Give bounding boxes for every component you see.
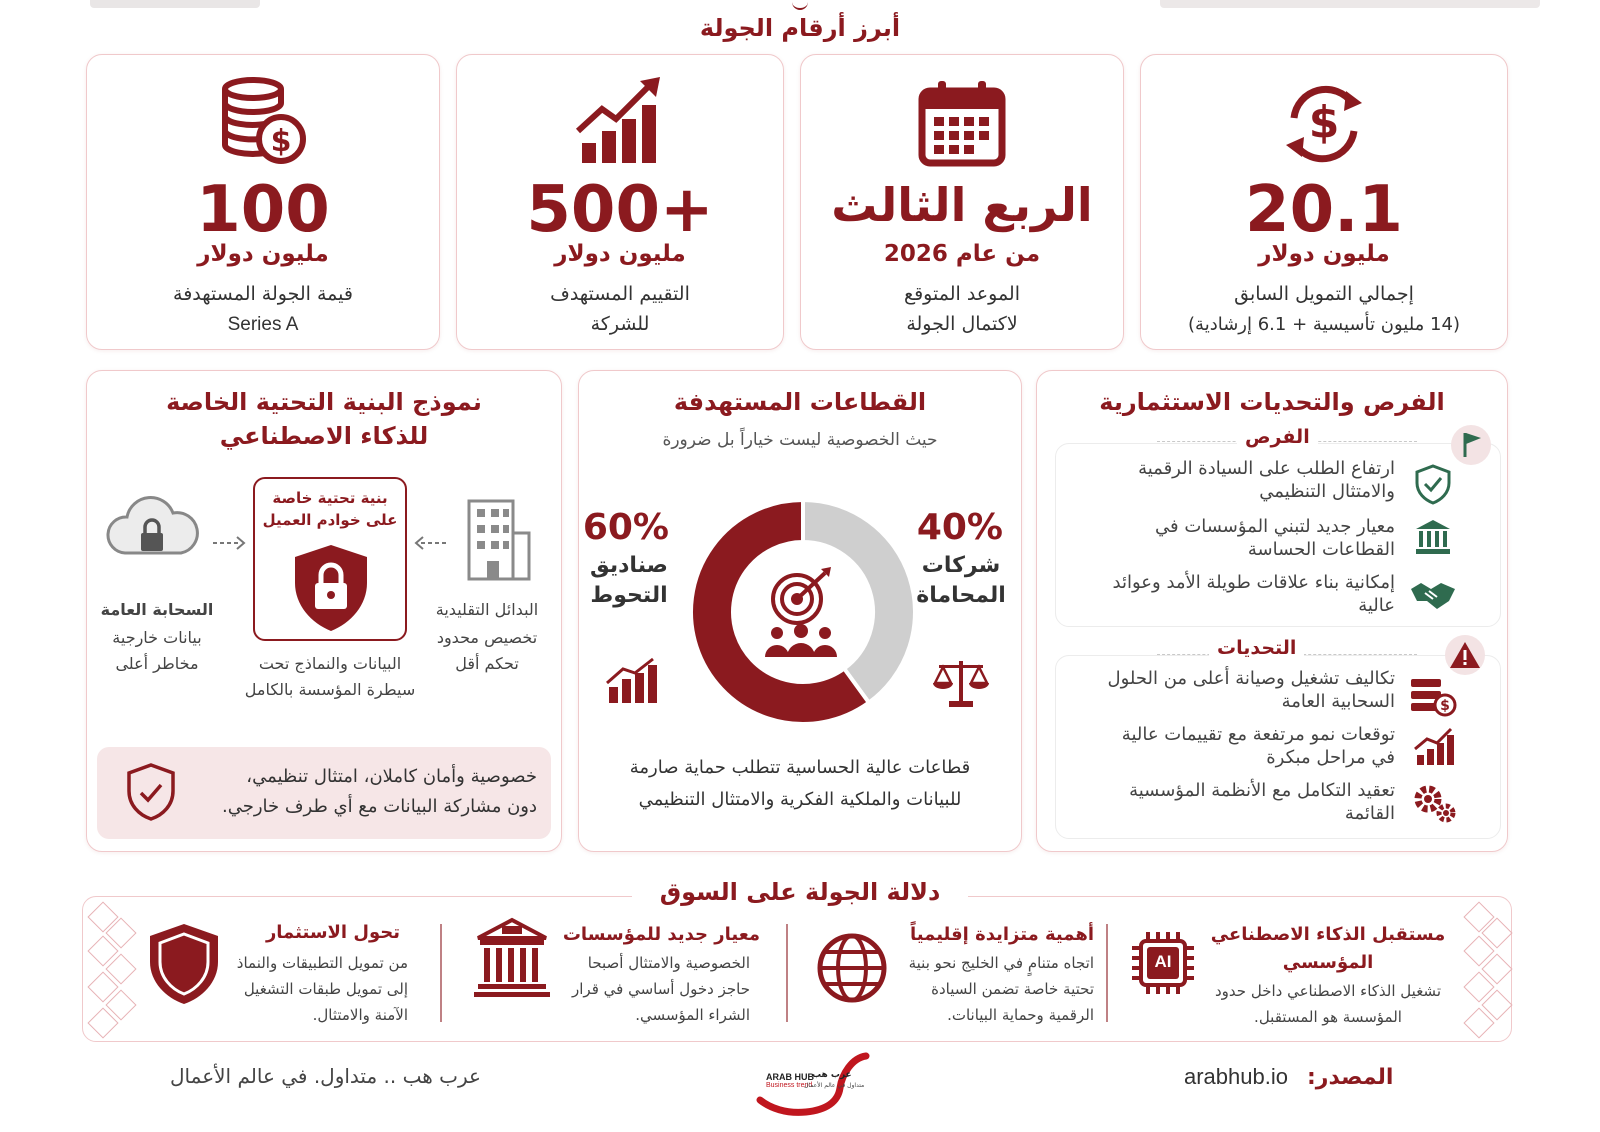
- gears-icon: [1411, 781, 1459, 829]
- svg-text:$: $: [270, 124, 292, 159]
- traditional-line2: تحكم أقل: [455, 654, 519, 673]
- stat-card-expected-date: [800, 54, 1124, 350]
- privacy-line2: دون مشاركة البيانات مع أي طرف خارجي.: [221, 796, 537, 817]
- privacy-line1: خصوصية وأمان كاملان، امتثال تنظيمي،: [246, 766, 537, 787]
- logo-text-en: ARAB HUB: [766, 1072, 814, 1082]
- stat-desc-line2: (14 مليون تأسيسية + 6.1 إرشادية): [1188, 314, 1460, 335]
- impact-item-title: أهمية متزايدة إقليمياً: [910, 924, 1094, 945]
- opportunities-panel: [1036, 370, 1508, 852]
- impact-item-body-line1: تشغيل الذكاء الاصطناعي داخل حدود: [1215, 982, 1441, 1000]
- opportunities-title: الفرص والتحديات الاستثمارية: [1099, 388, 1445, 416]
- stat-unit: من عام 2026: [883, 241, 1041, 267]
- hedge-funds-label-line2: التحوط: [590, 583, 668, 608]
- private-line1: البيانات والنماذج تحت: [258, 654, 402, 673]
- private-line2: سيطرة المؤسسة بالكامل: [244, 680, 416, 699]
- title-ornament-icon: [792, 0, 808, 10]
- decor-pattern-right: [1460, 900, 1510, 1040]
- ai-chip-icon: [1128, 928, 1198, 1002]
- infra-title-line2: للذكاء الاصطناعي: [219, 422, 429, 450]
- sectors-footer-line1: قطاعات عالية الحساسية تتطلب حماية صارمة: [629, 757, 971, 778]
- arab-hub-logo: [756, 1052, 876, 1118]
- handshake-icon: [1409, 575, 1457, 619]
- institution-icon: [474, 916, 550, 1004]
- cloud-lock-icon: [101, 489, 205, 573]
- stat-desc-line2: للشركة: [590, 313, 650, 335]
- impact-item-title: تحول الاستثمار: [265, 922, 400, 943]
- divider: [1106, 924, 1108, 1022]
- stat-desc-line2: Series A: [227, 314, 299, 335]
- target-people-icon: [755, 567, 847, 665]
- traditional-title: البدائل التقليدية: [435, 600, 539, 619]
- footer-tagline: عرب هب .. متداول. في عالم الأعمال: [170, 1064, 481, 1088]
- market-impact-title: دلالة الجولة على السوق: [632, 878, 968, 906]
- cloud-line2: مخاطر أعلى: [115, 654, 199, 673]
- office-building-icon: [457, 495, 533, 585]
- law-firms-label-line2: المحاماة: [916, 583, 1006, 608]
- calendar-icon: [801, 73, 1123, 173]
- impact-item-body-line2: المؤسسة هو المستقبل.: [1254, 1008, 1402, 1026]
- opportunity-text: إمكانية بناء علاقات طويلة الأمد وعوائد عالية: [1112, 572, 1395, 616]
- source-credit: [1184, 1064, 1393, 1090]
- divider: [786, 924, 788, 1022]
- stat-value: الربع الثالث: [831, 178, 1093, 232]
- impact-item-body-line3: الرقمية وحماية البيانات.: [947, 1006, 1094, 1024]
- scales-icon: [931, 655, 991, 715]
- stat-value: +500: [526, 173, 714, 247]
- top-decoration-right: [1160, 0, 1540, 8]
- dollar-cycle-icon: [1141, 73, 1507, 173]
- coins-icon: [87, 73, 439, 173]
- impact-item-body-line2: إلى تمويل طبقات التشغيل: [243, 980, 408, 998]
- globe-icon: [816, 932, 888, 1008]
- sectors-subtitle: حيث الخصوصية ليست خياراً بل ضرورة: [662, 430, 938, 450]
- stat-card-round-size: [86, 54, 440, 350]
- impact-item-body-line2: حاجز دخول أساسي في قرار: [572, 980, 750, 998]
- traditional-line1: تخصيص محدود: [436, 628, 538, 647]
- stat-card-valuation: [456, 54, 784, 350]
- logo-text-ar: عرب هب: [812, 1070, 852, 1080]
- growth-bars-icon: [1413, 725, 1457, 773]
- law-firms-label-line1: شركات: [921, 553, 1001, 578]
- challenge-text: تعقيد التكامل مع الأنظمة المؤسسية القائمة: [1129, 780, 1395, 824]
- logo-text-en-sub: Business trend: [766, 1082, 813, 1089]
- impact-item-body-line1: من تمويل التطبيقات والنماذ: [236, 954, 408, 972]
- arrow-left-icon: [413, 535, 449, 554]
- private-infra-box: [253, 477, 407, 641]
- top-decoration-left: [90, 0, 260, 8]
- lock-shield-icon: [291, 543, 371, 637]
- challenges-heading: التحديات: [1209, 637, 1304, 659]
- hedge-funds-label-line1: صناديق: [590, 553, 668, 578]
- private-box-line2: على خوادم العميل: [262, 511, 398, 529]
- stat-unit: مليون دولار: [1258, 241, 1390, 267]
- cloud-title: السحابة العامة: [100, 600, 214, 619]
- impact-item-title: مستقبل الذكاء الاصطناعي: [1210, 924, 1446, 945]
- shield-check-icon: [1413, 463, 1453, 509]
- stat-desc-line1: قيمة الجولة المستهدفة: [173, 283, 353, 305]
- infra-title-line1: نموذج البنية التحتية الخاصة: [166, 388, 482, 416]
- target-sectors-panel: [578, 370, 1022, 852]
- divider: [440, 924, 442, 1022]
- cloud-line1: بيانات خارجية: [112, 628, 202, 647]
- impact-item-title-line2: المؤسسي: [1282, 952, 1374, 973]
- stat-card-previous-funding: [1140, 54, 1508, 350]
- private-box-line1: بنية تحتية خاصة: [272, 489, 388, 507]
- logo-text-ar-sub: متداول في عالم الأعمال: [804, 1082, 865, 1089]
- opportunity-text: ارتفاع الطلب على السيادة الرقمية والامتثال التنظيمي: [1138, 458, 1395, 502]
- flag-icon: [1451, 425, 1491, 465]
- growth-chart-icon: [605, 655, 661, 709]
- impact-item-body-line3: الشراء المؤسسي.: [635, 1006, 750, 1024]
- impact-item-title: معيار جديد للمؤسسات: [562, 924, 760, 945]
- decor-pattern-left: [84, 900, 134, 1040]
- svg-text:$: $: [1440, 698, 1450, 714]
- sectors-title: القطاعات المستهدفة: [673, 388, 927, 416]
- stat-desc-line1: التقييم المستهدف: [550, 283, 690, 305]
- impact-item-body-line1: اتجاه متنامٍ في الخليج نحو بنية: [908, 954, 1094, 972]
- bank-icon: [1413, 517, 1453, 561]
- server-cost-icon: [1409, 675, 1457, 723]
- shield-icon: [148, 922, 220, 1010]
- impact-item-body-line2: تحتية خاصة تضمن السيادة: [931, 980, 1094, 998]
- hedge-funds-percent: 60%: [582, 507, 669, 548]
- opportunity-text: معيار جديد لتبني المؤسسات في القطاعات الحساسة: [1154, 516, 1395, 560]
- opportunities-heading: الفرص: [1237, 426, 1318, 448]
- private-infra-panel: [86, 370, 562, 852]
- arrow-right-icon: [211, 535, 247, 554]
- stat-desc-line1: الموعد المتوقع: [903, 283, 1020, 305]
- law-firms-percent: 40%: [916, 507, 1003, 548]
- warning-icon: [1445, 635, 1485, 675]
- impact-item-body-line3: الآمنة والامتثال.: [312, 1006, 408, 1024]
- stat-unit: مليون دولار: [554, 241, 686, 267]
- source-label: المصدر:: [1306, 1065, 1394, 1090]
- source-link[interactable]: arabhub.io: [1184, 1064, 1288, 1089]
- impact-item-body-line1: الخصوصية والامتثال أصبحا: [587, 954, 750, 972]
- sectors-footer-line2: للبيانات والملكية الفكرية والامتثال التنظيمي: [638, 789, 962, 810]
- svg-text:$: $: [1308, 97, 1340, 148]
- stat-desc-line2: لاكتمال الجولة: [906, 313, 1018, 335]
- page-title: أبرز أرقام الجولة: [699, 14, 901, 42]
- stat-unit: مليون دولار: [197, 241, 329, 267]
- challenge-text: توقعات نمو مرتفعة مع تقييمات عالية في مراحل مبكرة: [1121, 724, 1395, 768]
- stat-desc-line1: إجمالي التمويل السابق: [1234, 283, 1414, 305]
- growth-chart-icon: [457, 73, 783, 173]
- stat-value: 100: [196, 173, 330, 247]
- challenge-text: تكاليف تشغيل وصيانة أعلى من الحلول السحابية العامة: [1107, 668, 1395, 712]
- ai-chip-label: AI: [1154, 952, 1172, 971]
- shield-check-icon: [127, 763, 175, 825]
- stat-value: 20.1: [1245, 173, 1403, 247]
